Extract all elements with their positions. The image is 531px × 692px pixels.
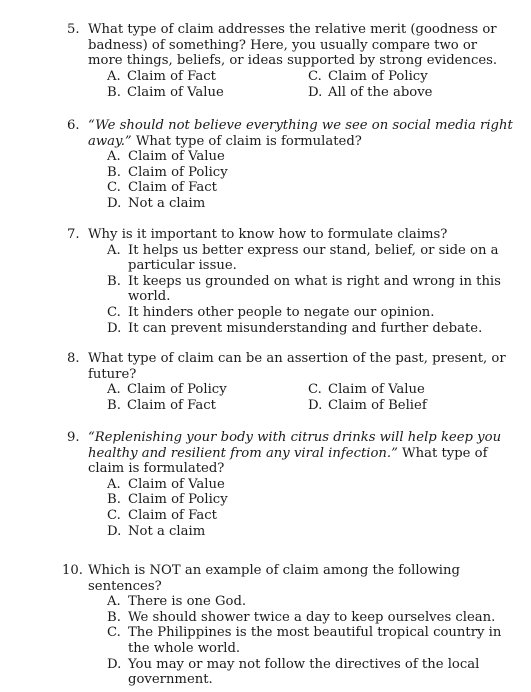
options-list [0, 477, 531, 539]
option-text: Not a claim [128, 195, 206, 211]
question-stem [0, 563, 531, 594]
option-a[interactable] [107, 69, 216, 85]
options-list [0, 594, 531, 688]
option-b[interactable] [0, 492, 531, 508]
option-c[interactable] [0, 625, 531, 656]
option-text: Claim of Value [128, 476, 225, 492]
question-quote: “We should not believe everything we see on social media right away.” [88, 118, 513, 149]
options-grid [0, 382, 531, 413]
option-letter: D. [107, 523, 122, 539]
option-c[interactable] [0, 305, 531, 321]
option-letter: D. [107, 320, 122, 336]
question-text: What type of claim can be an assertion of the past, present, or future? [88, 351, 506, 382]
question-stem [0, 430, 531, 477]
options-list [0, 243, 531, 337]
option-text: Claim of Value [328, 382, 425, 398]
option-text: It helps us better express our stand, belief, or side on a particular issue. [128, 242, 499, 274]
option-d[interactable] [0, 524, 531, 540]
option-text: Claim of Policy [127, 382, 227, 398]
question-number: 6. [67, 118, 80, 133]
option-letter: B. [107, 84, 121, 100]
option-c[interactable] [308, 69, 428, 85]
option-letter: D. [107, 656, 122, 672]
option-letter: C. [308, 68, 322, 84]
option-text: All of the above [328, 84, 433, 100]
question-number: 5. [67, 22, 80, 37]
option-a[interactable] [0, 243, 531, 274]
option-text: Claim of Fact [127, 68, 216, 84]
option-a[interactable] [0, 477, 531, 493]
option-letter: C. [107, 625, 121, 641]
question-8 [0, 351, 531, 413]
question-text: Why is it important to know how to formulate claims? [88, 227, 448, 242]
option-d[interactable] [0, 196, 531, 212]
option-d[interactable] [308, 85, 432, 101]
question-number: 8. [67, 351, 80, 366]
option-letter: B. [107, 609, 121, 625]
option-b[interactable] [0, 165, 531, 181]
question-7 [0, 227, 531, 336]
option-letter: A. [107, 68, 121, 84]
option-text: There is one God. [128, 594, 247, 610]
question-text: Which is NOT an example of claim among the following sentences? [88, 563, 460, 594]
option-letter: D. [308, 398, 323, 414]
option-letter: B. [107, 273, 121, 289]
option-text: It hinders other people to negate our opinion. [128, 304, 435, 320]
option-text: It keeps us grounded on what is right and wrong in this world. [128, 273, 501, 305]
options-list [0, 149, 531, 211]
option-text: You may or may not follow the directives of the local government. [128, 656, 480, 688]
option-text: We should shower twice a day to keep ourselves clean. [128, 609, 496, 625]
option-letter: C. [107, 304, 121, 320]
option-letter: B. [107, 398, 121, 414]
option-text: Claim of Fact [128, 180, 217, 196]
option-letter: D. [107, 195, 122, 211]
question-number: 9. [67, 430, 80, 445]
option-a[interactable] [0, 594, 531, 610]
question-quote: “Replenishing your body with citrus drinks will help keep you healthy and resilient from any viral infection.” [88, 430, 502, 461]
question-text: What type of claim is formulated? [88, 445, 488, 477]
option-letter: A. [107, 594, 121, 610]
option-letter: C. [107, 507, 121, 523]
option-text: Claim of Policy [128, 492, 228, 508]
option-text: Not a claim [128, 523, 206, 539]
option-d[interactable] [0, 321, 531, 337]
option-text: It can prevent misunderstanding and further debate. [128, 320, 483, 336]
option-text: Claim of Fact [127, 398, 216, 414]
option-letter: D. [308, 84, 323, 100]
option-text: Claim of Belief [328, 398, 427, 414]
option-d[interactable] [0, 657, 531, 688]
option-d[interactable] [308, 398, 427, 414]
question-stem [0, 22, 531, 69]
option-c[interactable] [0, 180, 531, 196]
option-letter: B. [107, 164, 121, 180]
option-letter: B. [107, 492, 121, 508]
question-stem [0, 227, 531, 243]
option-b[interactable] [107, 85, 224, 101]
question-9 [0, 430, 531, 539]
question-stem [0, 351, 531, 382]
question-6 [0, 118, 531, 212]
options-grid [0, 69, 531, 100]
question-text: What type of claim is formulated? [131, 133, 362, 149]
option-b[interactable] [107, 398, 216, 414]
question-5 [0, 22, 531, 100]
option-text: Claim of Fact [128, 507, 217, 523]
option-letter: A. [107, 149, 121, 165]
option-letter: C. [107, 180, 121, 196]
option-c[interactable] [0, 508, 531, 524]
option-letter: A. [107, 382, 121, 398]
option-a[interactable] [107, 382, 227, 398]
option-text: Claim of Value [128, 149, 225, 165]
question-stem [0, 118, 531, 149]
option-b[interactable] [0, 274, 531, 305]
question-number: 10. [62, 563, 83, 578]
option-c[interactable] [308, 382, 425, 398]
option-text: Claim of Value [127, 84, 224, 100]
option-letter: A. [107, 476, 121, 492]
option-a[interactable] [0, 149, 531, 165]
question-number: 7. [67, 227, 80, 242]
option-letter: A. [107, 242, 121, 258]
question-10 [0, 563, 531, 688]
option-text: Claim of Policy [128, 164, 228, 180]
option-text: Claim of Policy [328, 68, 428, 84]
question-text: What type of claim addresses the relative merit (goodness or badness) of something? Here, you usually compare two or more things, beliefs, or ideas supported by strong evidences. [88, 22, 498, 69]
option-text: The Philippines is the most beautiful tropical country in the whole world. [128, 625, 502, 656]
option-b[interactable] [0, 610, 531, 626]
option-letter: C. [308, 382, 322, 398]
